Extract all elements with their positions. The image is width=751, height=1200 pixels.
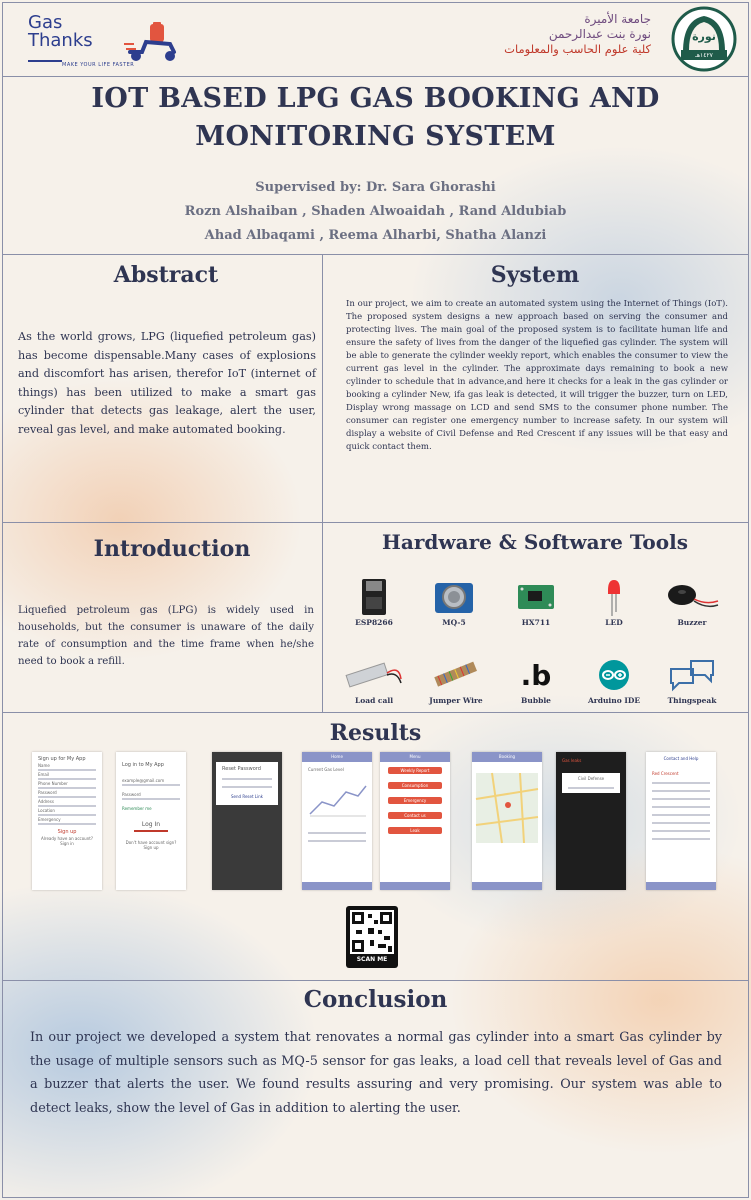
field-label: Name xyxy=(38,763,50,768)
screen-title: Contact and Help xyxy=(663,756,699,761)
tool-load-cell xyxy=(334,654,414,705)
tool-label: Jumper Wire xyxy=(429,696,483,705)
screen-log-in xyxy=(116,752,186,890)
authors-line1: Rozn Alshaiban , Shaden Alwoaidah , Rand Aldubiab xyxy=(184,204,567,219)
field-label: Location xyxy=(38,808,55,813)
authors-line2: Ahad Albaqami , Reema Alharbi, Shatha Alanzi xyxy=(204,228,547,243)
brand-underline xyxy=(28,60,62,62)
log-in-button: Log In xyxy=(141,821,161,828)
menu-item: Leak xyxy=(410,828,420,833)
section-divider-2 xyxy=(2,522,749,523)
screen-booking-map xyxy=(472,752,542,890)
title-line1: IOT BASED LPG GAS BOOKING AND xyxy=(91,83,660,114)
field-label: Emergency xyxy=(38,817,61,822)
university-line2: نورة بنت عبدالرحمن xyxy=(548,27,651,41)
conclusion-text: In our project we developed a system that renovates a normal gas cylinder into a smart Gas cylinder by the usage of multiple sensors such as MQ-5 sensor for gas leaks, a load cell that reveals level of Gas and a buzzer that alerts the user. We found results assuring and very promising. Our system was able to detect leaks, show the level of Gas in addition to alerting the user. xyxy=(30,1030,722,1116)
seal-text: نورة xyxy=(692,30,716,43)
screen-title: Home xyxy=(331,754,343,759)
seal-year: ١٤٢٧هـ xyxy=(695,52,713,59)
tool-label: Arduino IDE xyxy=(587,696,641,705)
gas-thanks-logo xyxy=(28,14,178,70)
menu-item: Weekly Report xyxy=(400,768,430,773)
scooter-icon xyxy=(124,22,180,64)
system-text: In our project, we aim to create an automated system using the Internet of Things (IoT). The proposed system designs a new approach based on serving the consumer and protecting lives. The main goal of the proposed system is to facilitate human life and ensure the safety of lives from the danger of the liquefied gas cylinder. The system will be able to generate the cylinder weekly report, which enables the consumer to view the current gas level in the cylinder. The approximate days remaining to book a new cylinder to schedule that in advance,and here it checks for a leak in the gas cylinder or booking a cylinder New, ifa gas leak is detected, it will trigger the buzzer, turn on LED, Display wrong massage on LCD and send SMS to the consumer phone number. The consumer can register one emergency number to increase safety. In our system will display a website of Civil Defense and Red Crescent if any issues will be that easy and quick contact them. xyxy=(346,299,728,452)
led-icon xyxy=(604,576,624,618)
header-divider xyxy=(2,76,749,77)
screen-title: Menu xyxy=(409,754,421,759)
map-icon xyxy=(472,759,542,859)
buzzer-icon xyxy=(664,579,720,615)
screen-contact xyxy=(646,752,716,890)
tool-mq5 xyxy=(414,576,494,627)
abstract-text: As the world grows, LPG (liquefied petroleum gas) has become dispensable.Many cases of explosions and discomfort has arisen, therefor IoT (internet of things) has been utilized to make a smart gas cylinder that detects gas leakage, alert the user, reveal gas level, and make automated booking. xyxy=(18,330,316,436)
remember-me: Remember me xyxy=(122,806,152,811)
civil-defense-label: Civil Defense xyxy=(577,776,605,781)
tool-led xyxy=(574,576,654,627)
faculty-name: كلية علوم الحاسب والمعلومات xyxy=(504,42,651,56)
menu-item: Emergency xyxy=(403,798,427,803)
tool-label: Bubble xyxy=(521,696,551,705)
tool-label: Load call xyxy=(354,696,394,705)
university-name xyxy=(504,12,651,57)
qr-code[interactable] xyxy=(346,906,398,968)
field-label: Password xyxy=(122,792,141,797)
tool-label: Thingspeak xyxy=(667,696,717,705)
send-reset-link-button: Send Reset Link xyxy=(231,794,263,799)
university-line1: جامعة الأميرة xyxy=(584,12,651,26)
field-label: Password xyxy=(38,790,57,795)
section-divider-4 xyxy=(2,980,749,981)
tool-esp8266 xyxy=(334,576,414,627)
tool-thingspeak xyxy=(652,654,732,705)
screen-footer: Don't have account sign? Sign up xyxy=(125,840,177,850)
screen-sign-up xyxy=(32,752,102,890)
screen-menu xyxy=(380,752,450,890)
tool-label: HX711 xyxy=(521,618,551,627)
red-crescent-label: Red Crescent xyxy=(652,771,679,776)
abstract-heading: Abstract xyxy=(113,262,219,288)
screen-reset-password xyxy=(212,752,282,890)
sign-up-button: Sign up xyxy=(57,829,77,835)
field-label: Phone Number xyxy=(38,781,68,786)
field-label: example@gmail.com xyxy=(122,778,165,783)
screen-home xyxy=(302,752,372,890)
introduction-text: Liquefied petroleum gas (LPG) is widely used in households, but the consumer is unaware of the daily rate of consumption and the time frame when he/she need to book a refill. xyxy=(18,605,314,667)
section-divider-3 xyxy=(2,712,749,713)
field-label: Email xyxy=(38,772,50,777)
screen-title: Booking xyxy=(498,754,516,759)
screen-title: Reset Password xyxy=(222,766,261,772)
bubble-logo-icon: .b xyxy=(520,658,552,692)
university-seal xyxy=(671,6,737,72)
esp8266-board-icon xyxy=(360,577,388,617)
screen-gas-leak xyxy=(556,752,626,890)
conclusion-heading: Conclusion xyxy=(303,986,448,1013)
gas-level-label: Current Gas Level xyxy=(308,767,344,772)
screen-title: Sign up for My App xyxy=(38,756,86,762)
tool-arduino xyxy=(574,654,654,705)
gas-level-chart-icon xyxy=(302,772,372,822)
tool-buzzer xyxy=(652,576,732,627)
menu-item: Consumption xyxy=(401,783,429,788)
screen-footer: Already have an account? Sign in xyxy=(41,836,93,846)
arduino-logo-icon xyxy=(597,658,631,692)
brand-line2: Thanks xyxy=(28,30,93,51)
tool-bubble xyxy=(496,654,576,705)
load-cell-icon xyxy=(343,655,405,695)
results-heading: Results xyxy=(329,720,422,746)
tool-label: Buzzer xyxy=(677,618,707,627)
tool-jumper-wire xyxy=(416,654,496,705)
qr-code-icon xyxy=(350,910,394,954)
tool-label: LED xyxy=(605,618,623,627)
field-label: Address xyxy=(38,799,54,804)
amplifier-board-icon xyxy=(516,581,556,613)
gas-sensor-icon xyxy=(431,577,477,617)
qr-label: SCAN ME xyxy=(356,956,388,963)
poster-title xyxy=(60,80,691,156)
tool-label: ESP8266 xyxy=(355,618,393,627)
screen-title: Gas leaks xyxy=(562,758,582,763)
screen-title: Log in to My App xyxy=(122,762,164,768)
chat-bubbles-icon xyxy=(667,657,717,693)
tool-label: MQ-5 xyxy=(442,618,466,627)
section-divider-1 xyxy=(2,254,749,255)
supervisor: Supervised by: Dr. Sara Ghorashi xyxy=(255,180,496,195)
system-heading: System xyxy=(490,262,580,288)
brand-line1: Gas xyxy=(28,12,63,33)
tools-heading: Hardware & Software Tools xyxy=(382,530,688,554)
brand-tagline: MAKE YOUR LIFE FASTER xyxy=(62,62,135,68)
title-line2: MONITORING SYSTEM xyxy=(195,121,556,152)
menu-item: Contact us xyxy=(404,813,426,818)
column-divider xyxy=(322,254,323,712)
jumper-wire-icon xyxy=(431,655,481,695)
tool-hx711 xyxy=(496,576,576,627)
introduction-heading: Introduction xyxy=(93,536,251,562)
